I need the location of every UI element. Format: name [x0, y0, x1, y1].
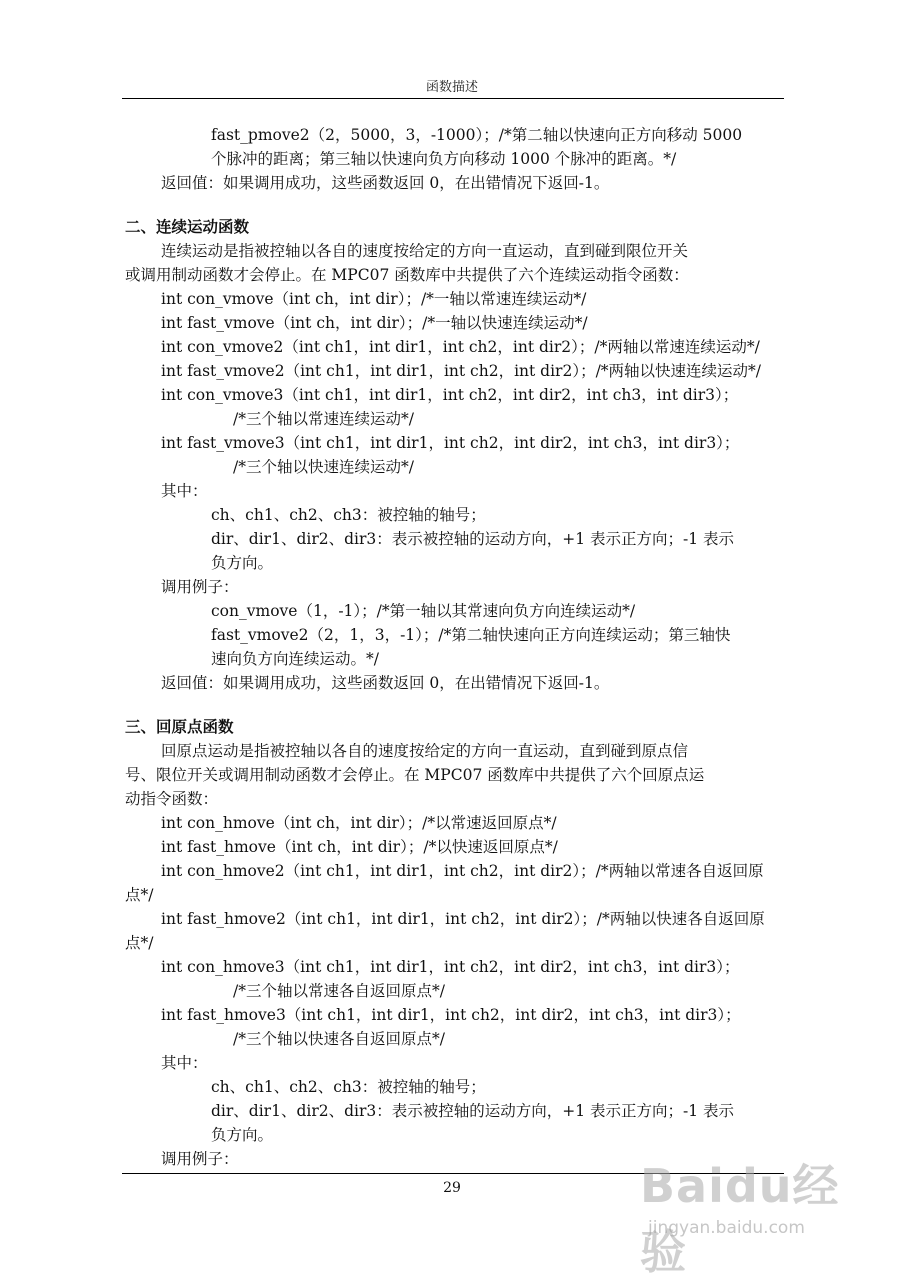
text-line: 其中：	[161, 1054, 208, 1072]
text-line: /*三个轴以常速连续运动*/	[233, 410, 414, 428]
text-line: int fast_hmove3（int ch1，int dir1，int ch2，int dir2，int ch3，int dir3）；	[161, 1006, 741, 1024]
watermark	[640, 1140, 880, 1279]
text-line: /*三个轴以快速各自返回原点*/	[233, 1030, 445, 1048]
text-line: int con_vmove（int ch，int dir）；/*一轴以常速连续运动*/	[161, 290, 587, 308]
text-line: 号、限位开关或调用制动函数才会停止。在 MPC07 函数库中共提供了六个回原点运	[125, 766, 705, 784]
text-line: 速向负方向连续运动。*/	[211, 650, 379, 668]
page-header: 函数描述	[425, 80, 478, 95]
text-line: int con_hmove3（int ch1，int dir1，int ch2，int dir2，int ch3，int dir3）；	[161, 958, 740, 976]
text-line: 返回值：如果调用成功，这些函数返回 0，在出错情况下返回-1。	[161, 674, 610, 692]
text-line: /*三个轴以快速连续运动*/	[233, 458, 414, 476]
section-heading: 三、回原点函数	[125, 717, 234, 736]
text-line: int fast_hmove（int ch，int dir）；/*以快速返回原点*/	[161, 838, 558, 856]
text-line: 调用例子：	[161, 578, 239, 596]
text-line: 点*/	[125, 886, 154, 904]
text-line: int fast_vmove2（int ch1，int dir1，int ch2，int dir2）；/*两轴以快速连续运动*/	[161, 362, 762, 380]
text-line: 回原点运动是指被控轴以各自的速度按给定的方向一直运动，直到碰到原点信	[161, 742, 689, 760]
text-line: int con_vmove2（int ch1，int dir1，int ch2，int dir2）；/*两轴以常速连续运动*/	[161, 338, 760, 356]
text-line: /*三个轴以常速各自返回原点*/	[233, 982, 445, 1000]
text-line: 动指令函数：	[125, 790, 219, 808]
text-line: 负方向。	[211, 554, 274, 572]
text-line: int con_hmove（int ch，int dir）；/*以常速返回原点*/	[161, 814, 557, 832]
text-line: 返回值：如果调用成功，这些函数返回 0，在出错情况下返回-1。	[161, 174, 610, 192]
text-line: int con_vmove3（int ch1，int dir1，int ch2，int dir2，int ch3，int dir3）；	[161, 386, 739, 404]
text-line: int fast_hmove2（int ch1，int dir1，int ch2，int dir2）；/*两轴以快速各自返回原	[161, 910, 765, 928]
text-line: int fast_vmove3（int ch1，int dir1，int ch2，int dir2，int ch3，int dir3）；	[161, 434, 740, 452]
text-line: fast_pmove2（2，5000，3，-1000）；/*第二轴以快速向正方向移动 5000	[211, 126, 743, 144]
page-number: 29	[443, 1180, 461, 1196]
text-line: dir、dir1、dir2、dir3：表示被控轴的运动方向，+1 表示正方向；-1 表示	[211, 1102, 735, 1120]
watermark-logo: Baidu经验	[640, 1159, 840, 1279]
watermark-url: jingyan.baidu.com	[648, 1218, 805, 1238]
section-heading: 二、连续运动函数	[125, 217, 250, 236]
text-line: 个脉冲的距离；第三轴以快速向负方向移动 1000 个脉冲的距离。*/	[211, 150, 677, 168]
text-line: 或调用制动函数才会停止。在 MPC07 函数库中共提供了六个连续运动指令函数：	[125, 266, 689, 284]
text-line: fast_vmove2（2，1，3，-1）；/*第二轴快速向正方向连续运动；第三轴快	[211, 626, 731, 644]
text-line: con_vmove（1，-1）；/*第一轴以其常速向负方向连续运动*/	[211, 602, 636, 620]
text-line: 连续运动是指被控轴以各自的速度按给定的方向一直运动，直到碰到限位开关	[161, 242, 689, 260]
text-line: ch、ch1、ch2、ch3：被控轴的轴号；	[211, 506, 486, 524]
text-line: 调用例子：	[161, 1150, 239, 1168]
text-line: ch、ch1、ch2、ch3：被控轴的轴号；	[211, 1078, 486, 1096]
text-line: int con_hmove2（int ch1，int dir1，int ch2，int dir2）；/*两轴以常速各自返回原	[161, 862, 764, 880]
text-line: dir、dir1、dir2、dir3：表示被控轴的运动方向，+1 表示正方向；-1 表示	[211, 530, 735, 548]
text-line: 其中：	[161, 482, 208, 500]
text-line: int fast_vmove（int ch，int dir）；/*一轴以快速连续运动*/	[161, 314, 588, 332]
text-line: 负方向。	[211, 1126, 274, 1144]
header-rule	[122, 98, 784, 99]
text-line: 点*/	[125, 934, 154, 952]
